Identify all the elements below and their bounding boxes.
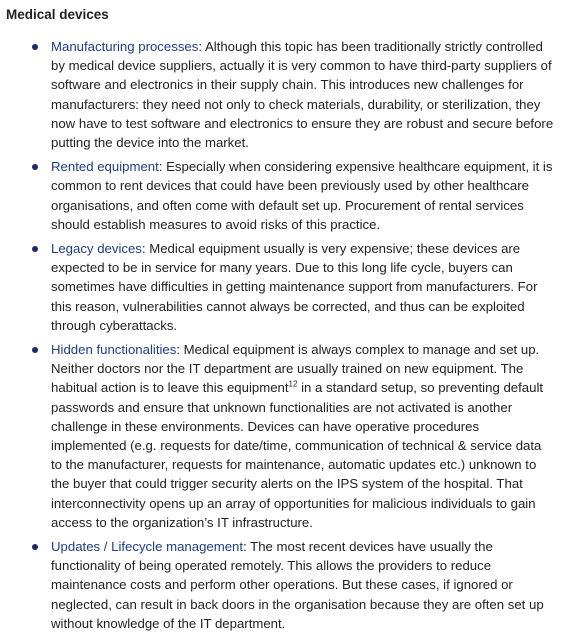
bullet-list [6,37,554,633]
list-item-rented-equipment [6,157,554,234]
item-text: : The most recent devices have usually the functionality of being operated remotely. This allows the providers to reduce maintenance costs and perform other operations. But these cases, if ignored or neglected, can result in back doors in the organisation because they are often set up without knowledge of the IT department. [51,539,544,631]
item-text: : Especially when considering expensive healthcare equipment, it is common to rent devices that could have been previously used by other healthcare organisations, and often come with default set up. Procurement of rental services should establish measures to avoid risks of this practice. [51,159,553,232]
bullet-icon [32,347,38,353]
bullet-icon [32,544,38,550]
list-item-updates-lifecycle-management [6,537,554,633]
list-item-hidden-functionalities [6,340,554,532]
list-item-legacy-devices [6,239,554,335]
list-item-manufacturing-processes [6,37,554,152]
bullet-icon [32,164,38,170]
bullet-icon [32,44,38,50]
item-term: Rented equipment [51,159,159,175]
item-text: : Medical equipment usually is very expensive; these devices are expected to be in service for many years. Due to this long life cycle, buyers can sometimes have difficulties in getting maintenance support from manufacturers. For this reason, vulnerabilities cannot always be corrected, and thus can be exploited through cyberattacks. [51,241,538,333]
item-text: : Medical equipment is always complex to manage and set up. Neither doctors nor the IT department are usually trained on new equipment. The habitual action is to leave this equipment [51,342,540,396]
item-text: : Although this topic has been traditionally strictly controlled by medical device suppliers, actually it is very common to have third-party suppliers of software and electronics in their supply chain. This introduces new challenges for manufacturers: they need not only to check materials, durability, or sterilization, they now have to test software and electronics to ensure they are robust and secure before putting the device into the market. [51,39,554,151]
item-term: Manufacturing processes [51,39,199,54]
item-text-continued: in a standard setup, so preventing default passwords and ensure that unknown functionalities are not activated is another challenge in these environments. Devices can have operative procedures implemented (e.g. requests for date/time, communication of technical & service data to the manufacturer, requests for maintenance, automatic updates etc.) unknown to the buyer that could trigger security alerts on the IPS system of the hospital. That interconnectivity opens up an array of opportunities for malicious individuals to gain access to the organization’s IT infrastructure. [51,380,544,530]
item-term: Legacy devices [51,241,142,257]
item-term: Hidden functionalities [51,342,177,358]
bullet-icon [32,246,38,252]
footnote-reference: 12 [288,380,298,390]
section-heading: Medical devices [6,7,109,22]
item-term: Updates / Lifecycle management [51,539,244,555]
